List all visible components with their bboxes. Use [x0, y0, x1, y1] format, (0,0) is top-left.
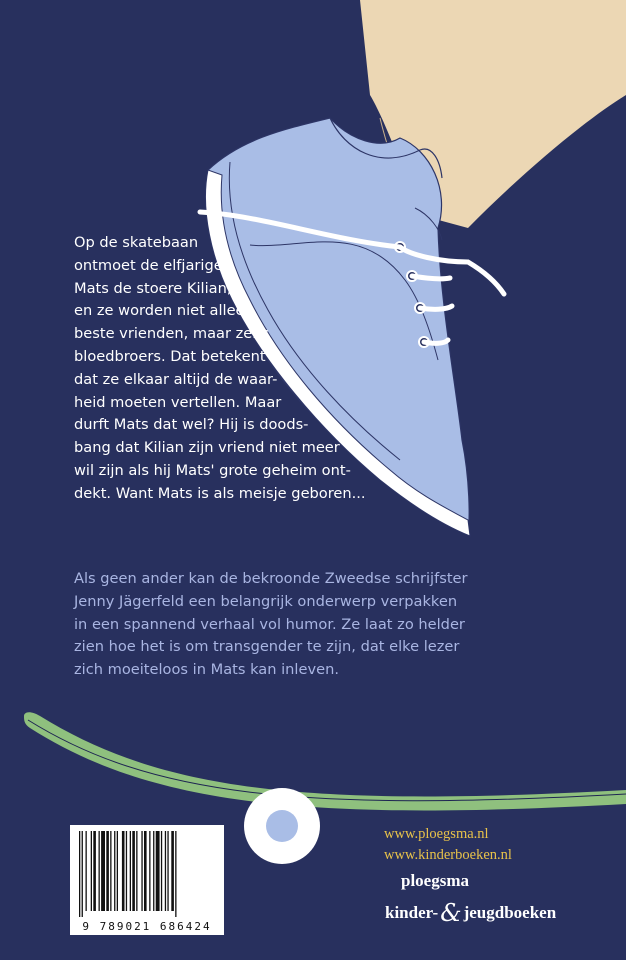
- barcode-bars: [77, 831, 217, 917]
- barcode-bar: [167, 831, 168, 911]
- publisher-name: ploegsma: [401, 871, 469, 890]
- barcode-bar: [93, 831, 96, 911]
- barcode-bar: [149, 831, 150, 911]
- isbn-number: 9 789021 686424: [82, 920, 212, 933]
- blurb-line: Op de skatebaan: [74, 234, 199, 251]
- barcode-bar: [106, 831, 109, 911]
- blurb-line: ontmoet de elfjarige: [74, 256, 223, 274]
- blurb-line: bang dat Kilian zijn vriend niet meer: [74, 439, 340, 457]
- barcode-bar: [117, 831, 118, 911]
- barcode-bar: [144, 831, 147, 911]
- barcode-bar: [171, 831, 174, 911]
- barcode-bar: [141, 831, 142, 911]
- review-line: Jenny Jägerfeld een belangrijk onderwerp verpakken: [74, 592, 458, 610]
- barcode-bar: [110, 831, 111, 911]
- barcode-bar: [161, 831, 162, 911]
- barcode-bar: [175, 831, 176, 917]
- blurb-line: beste vrienden, maar zelfs: [74, 325, 270, 343]
- barcode-bar: [156, 831, 160, 911]
- imprint-left: kinder-: [385, 903, 439, 922]
- link-ploegsma[interactable]: www.ploegsma.nl: [384, 826, 489, 842]
- blurb-line: en ze worden niet alleen: [74, 302, 254, 320]
- barcode-bar: [114, 831, 115, 911]
- blurb-text: [74, 232, 384, 506]
- barcode-bar: [153, 831, 154, 911]
- blurb-line: bloedbroers. Dat betekent: [74, 347, 266, 365]
- skateboard-wheel: [244, 788, 320, 864]
- blurb-line: durft Mats dat wel? Hij is doods-: [74, 416, 309, 434]
- barcode-bar: [86, 831, 87, 911]
- barcode-bar: [126, 831, 127, 911]
- review-line: zich moeiteloos in Mats kan inleven.: [74, 661, 339, 679]
- blurb-line: dekt. Want Mats is als meisje geboren...: [74, 484, 366, 502]
- publisher-imprint: [385, 899, 556, 927]
- review-text: [74, 568, 594, 682]
- barcode-bar: [99, 831, 100, 911]
- publisher-links: [384, 824, 512, 866]
- blurb-line: heid moeten vertellen. Maar: [74, 393, 282, 411]
- link-kinderboeken[interactable]: www.kinderboeken.nl: [384, 847, 512, 863]
- review-line: in een spannend verhaal vol humor. Ze laat zo helder: [74, 615, 465, 633]
- barcode-bar: [79, 831, 80, 917]
- ampersand-logo: &: [440, 899, 462, 927]
- barcode-bar: [130, 831, 131, 911]
- blurb-line: dat ze elkaar altijd de waar-: [74, 370, 278, 388]
- blurb-line: wil zijn als hij Mats' grote geheim ont-: [74, 461, 351, 479]
- barcode-bar: [132, 831, 135, 911]
- barcode-bar: [101, 831, 105, 911]
- barcode-bar: [82, 831, 83, 917]
- review-line: zien hoe het is om transgender te zijn, dat elke lezer: [74, 638, 460, 656]
- barcode-bar: [165, 831, 166, 911]
- review-line: Als geen ander kan de bekroonde Zweedse schrijfster: [74, 570, 468, 587]
- imprint-right: jeugdboeken: [463, 903, 557, 922]
- blurb-line: Mats de stoere Kilian,: [74, 279, 232, 297]
- barcode: [70, 825, 224, 935]
- barcode-bar: [91, 831, 92, 911]
- barcode-bar: [136, 831, 137, 911]
- barcode-bar: [122, 831, 125, 911]
